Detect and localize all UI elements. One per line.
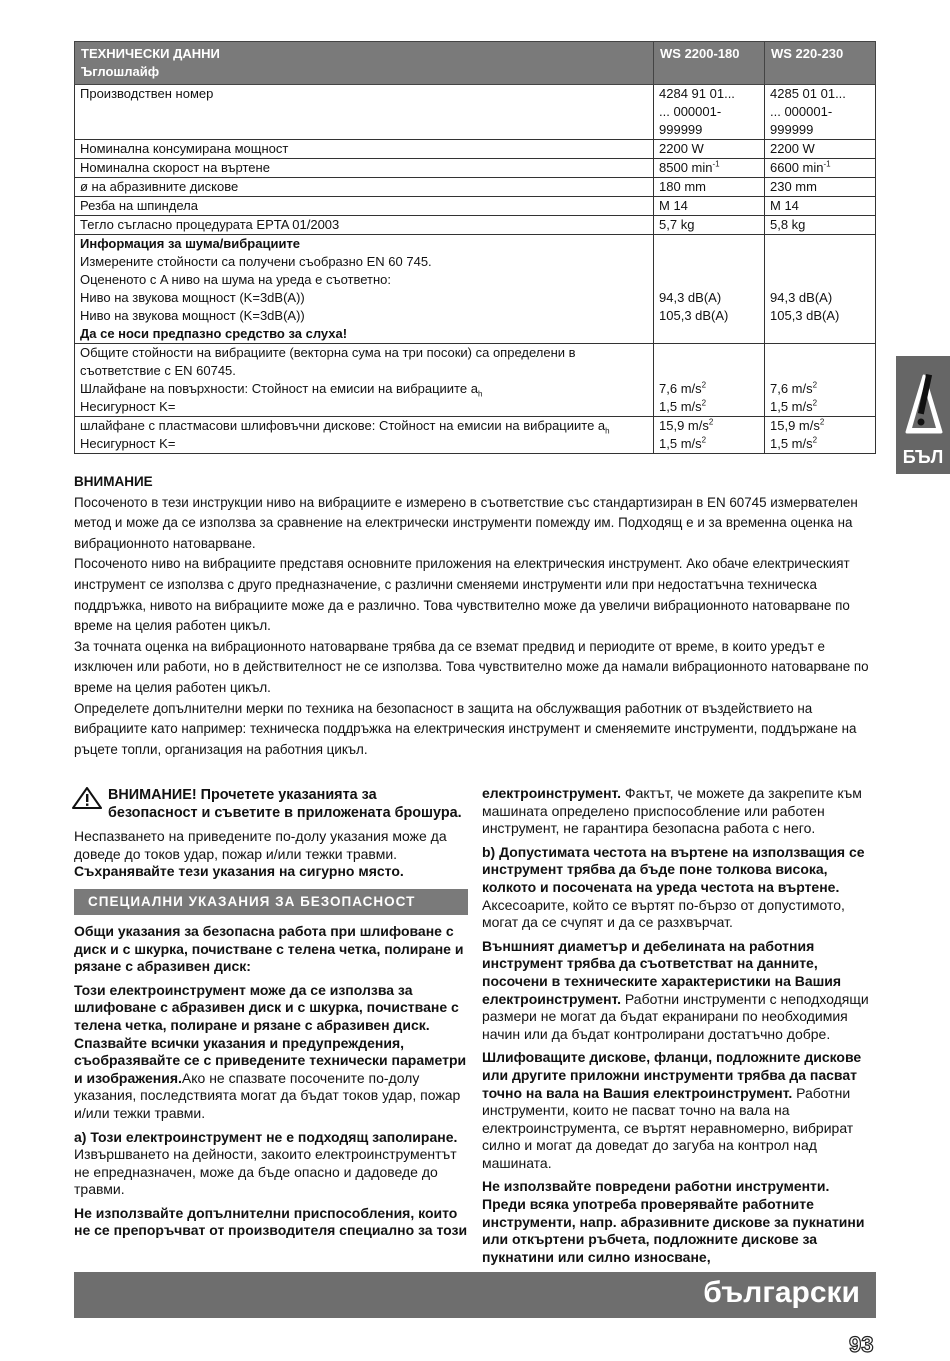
attention-paragraph: Посоченото в тези инструкции ниво на вибрациите е измерено в съответствие със стандартизиран в EN 60745 измервателен метод и може да се използва за сравнение на електрически инструменти помежду им. Подходящ е и за временна оценка на вибрационното натоварване. — [74, 494, 858, 551]
subscript: h — [605, 426, 610, 436]
left-column — [74, 787, 468, 1246]
instruction-item-b — [482, 844, 876, 932]
unit-exponent: 2 — [708, 417, 714, 427]
noise-line: Ниво на звукова мощност (K=3dB(A)) — [80, 290, 305, 305]
unit-exponent: -1 — [823, 159, 831, 169]
instruction-paragraph — [482, 785, 876, 838]
value-text: 7,6 m/s — [770, 381, 813, 396]
right-column — [482, 785, 876, 1272]
table-row-noise — [75, 235, 876, 344]
table-header-row — [75, 42, 876, 85]
vibration-line: съответствие с EN 60745. — [80, 363, 236, 378]
footer-language-label: български — [703, 1276, 860, 1309]
instruction-paragraph: Не използвайте повредени работни инструменти. Преди всяка употреба проверявайте работните инструменти, напр. абразивните дискове за пукнатини или откъртени ръбчета, подложните дискове за пукнатини или силно износване, — [482, 1178, 865, 1265]
attention-paragraph: Определете допълнителни мерки по техника на безопасност в защита на обслужващия работник от въздействието на вибрациите като например: техническа поддръжка на електрическия инструмент и сменяемите инструменти, поддържане на ръцете топли, организация на работния цикъл. — [74, 700, 857, 757]
row-label: Номинална консумирана мощност — [75, 140, 654, 159]
vibration-line: Несигурност K= — [80, 436, 176, 451]
row-label: Резба на шпиндела — [75, 197, 654, 216]
row-value: 180 mm — [654, 178, 765, 197]
noise-line: Ниво на звукова мощност (K=3dB(A)) — [80, 308, 305, 323]
instruction-paragraph — [482, 938, 876, 1044]
body-text: Работни инструменти с неподходящи размери не могат да бъдат екранирани по необходимия начин или да бъдат контролирани достатъчно добре. — [482, 990, 869, 1042]
value-line — [770, 417, 870, 435]
row-value — [654, 417, 765, 454]
table-title-cell — [75, 42, 654, 85]
value-text: 6600 min — [770, 160, 824, 175]
table-row-vibration-plastic — [75, 417, 876, 454]
row-value — [654, 85, 765, 140]
vibration-label-cell — [75, 344, 654, 417]
vibration-text: Шлайфане на повърхности: Стойност на емисии на вибрациите a — [80, 381, 478, 396]
language-tab-label: БЪЛ — [902, 447, 944, 467]
instruction-paragraph: Не използвайте допълнителни приспособления, които не се препоръчват от производителя специално за този — [74, 1204, 468, 1239]
vibration-line: Общите стойности на вибрациите (векторна сума на три посоки) са определени в — [80, 345, 576, 360]
value-text: 15,9 m/s — [659, 418, 709, 433]
body-text: Работни инструменти, които не пасват точно на вала на електроинструмента, се въртят неравномерно, вибрират силно и могат да доведат до загуба на контрол над машината. — [482, 1084, 854, 1171]
warning-triangle-icon — [905, 370, 943, 440]
table-title: ТЕХНИЧЕСКИ ДАННИ — [81, 46, 220, 61]
row-value: 2200 W — [765, 140, 876, 159]
value-line — [659, 380, 759, 398]
value-text: 1,5 m/s — [659, 436, 702, 451]
row-value — [765, 417, 876, 454]
language-side-tab — [896, 356, 950, 474]
bold-text: Външният диаметър и дебелината на работния инструмент трябва да съответстват на данните, посочени в техническите характеристики на Вашия електроинструмент. — [482, 937, 842, 1007]
subscript: h — [477, 389, 483, 399]
bold-text: Този електроинструмент може да се използва за шлифоване с абразивен диск и с шкурка, почистване с телена четка, полиране и рязане с абразивен диск. Спазвайте всички указания и предупреждения, съобразявайте се с приведените технически параметри и изображения. — [74, 981, 467, 1086]
unit-exponent: 2 — [812, 380, 818, 390]
general-instructions-heading: Общи указания за безопасна работа при шлифоване с диск и с шкурка, почистване с телена четка, полиране и рязане с абразивен диск: — [74, 922, 464, 975]
body-text: Извършването на дейности, закоито електроинструментът не епредназначен, може да бъде опасно и дадоведе до травми. — [74, 1146, 457, 1198]
row-value: M 14 — [765, 197, 876, 216]
row-value: M 14 — [654, 197, 765, 216]
noise-label-cell — [75, 235, 654, 344]
table-row — [75, 159, 876, 178]
value-text: 1,5 m/s — [770, 436, 813, 451]
row-value — [765, 235, 876, 344]
value-line: ... 000001-999999 — [770, 104, 833, 137]
attention-title: ВНИМАНИЕ — [74, 474, 153, 489]
warning-icon — [72, 787, 102, 809]
value-line — [770, 435, 870, 453]
row-value: 5,8 kg — [765, 216, 876, 235]
noise-line: Оцененото с A ниво на шума на уреда е съответно: — [80, 272, 392, 287]
unit-exponent: 2 — [701, 380, 707, 390]
row-value — [654, 159, 765, 178]
hearing-protection-note: Да се носи предпазно средство за слуха! — [80, 326, 348, 341]
row-label: Тегло съгласно процедурата EPTA 01/2003 — [75, 216, 654, 235]
table-row — [75, 85, 876, 140]
unit-exponent: 2 — [812, 398, 818, 408]
table-row — [75, 140, 876, 159]
row-value: 2200 W — [654, 140, 765, 159]
table-row — [75, 178, 876, 197]
bold-text: b) Допустимата честота на въртене на използващия се инструмент трябва да бъде поне толкова висока, колкото и посочената на уреда честота на въртене. — [482, 843, 865, 895]
noise-line: Измерените стойности са получени съобразно EN 60 745. — [80, 254, 432, 269]
unit-exponent: 2 — [819, 417, 825, 427]
attention-paragraph: Посоченото ниво на вибрациите представя основните приложения на електрическия инструмент. Ако обаче електрическият инструмент се използва с друго предназначение, с различни сменяеми инструменти или при недостатъчна техническа поддръжка, нивото на вибрациите може да е различно. Това чувствително може да увеличи вибрационното натоварване по време на целия работен цикъл. — [74, 556, 850, 634]
row-value — [765, 85, 876, 140]
value-text: 8500 min — [659, 160, 713, 175]
table-row — [75, 216, 876, 235]
row-value: 5,7 kg — [654, 216, 765, 235]
unit-exponent: -1 — [712, 159, 720, 169]
page-number: 93 — [849, 1332, 874, 1357]
value-line — [659, 435, 759, 453]
row-value — [765, 159, 876, 178]
unit-exponent: 2 — [701, 435, 707, 445]
value-text: 1,5 m/s — [770, 399, 813, 414]
row-label: ø на абразивните дискове — [75, 178, 654, 197]
value-line: 94,3 dB(A) — [659, 290, 722, 305]
vibration-line — [80, 417, 648, 435]
model-2-header: WS 220-230 — [765, 42, 876, 85]
body-text: Аксесоарите, който се въртят по-бързо от допустимото, могат да се счупят и да се разхвърчат. — [482, 896, 845, 931]
section-heading-bar: СПЕЦИАЛНИ УКАЗАНИЯ ЗА БЕЗОПАСНОСТ — [74, 889, 468, 915]
safety-warning-heading — [74, 787, 468, 822]
warning-heading-text: ВНИМАНИЕ! Прочетете указанията за безопасност и съветите в приложената брошура. — [108, 787, 462, 821]
body-text: Фактът, че можете да закрепите към машината определено приспособление или работен инструмент, не гарантира безопасна работа с него. — [482, 785, 862, 837]
table-row-vibration — [75, 344, 876, 417]
vibration-label-cell — [75, 417, 654, 454]
value-text: 15,9 m/s — [770, 418, 820, 433]
warning-text: Неспазването на приведените по-долу указания може да доведе до токов удар, пожар и/или тежки травми. — [74, 828, 447, 862]
value-line — [770, 398, 870, 416]
value-line — [659, 398, 759, 416]
noise-title: Информация за шума/вибрациите — [80, 236, 301, 251]
footer-language-bar — [74, 1272, 876, 1318]
instruction-paragraph — [482, 1049, 876, 1172]
value-text: 1,5 m/s — [659, 399, 702, 414]
model-1-header: WS 2200-180 — [654, 42, 765, 85]
row-label: Номинална скорост на въртене — [75, 159, 654, 178]
value-line: 94,3 dB(A) — [770, 290, 833, 305]
value-line: ... 000001-999999 — [659, 104, 722, 137]
unit-exponent: 2 — [701, 398, 707, 408]
keep-instructions-note: Съхранявайте тези указания на сигурно място. — [74, 863, 404, 880]
unit-exponent: 2 — [812, 435, 818, 445]
row-value: 230 mm — [765, 178, 876, 197]
table-row — [75, 197, 876, 216]
bold-text: Шлифоващите дискове, фланци, подложните дискове или другите приложни инструменти трябва да пасват точно на вала на Вашия електроинструмент. — [482, 1049, 862, 1101]
value-line: 4285 01 01... — [770, 86, 846, 101]
row-value — [654, 235, 765, 344]
vibration-text: шлайфане с пластмасови шлифовъчни дискове: Стойност на емисии на вибрациите a — [80, 418, 606, 433]
body-text: Ако не спазвате посочените по-долу указания, последствията могат да бъдат токов удар, пожар и/или тежки травми. — [74, 1069, 461, 1121]
bold-text: електроинструмент. — [482, 785, 622, 801]
value-line: 4284 91 01... — [659, 86, 735, 101]
instruction-item-a — [74, 1129, 468, 1199]
row-value — [765, 344, 876, 417]
row-value — [654, 344, 765, 417]
value-text: 7,6 m/s — [659, 381, 702, 396]
table-subtitle: Ъглошлайф — [81, 64, 160, 79]
instruction-paragraph — [74, 982, 468, 1123]
vibration-line: Несигурност K= — [80, 399, 176, 414]
bold-text: a) Този електроинструмент не е подходящ заполиране. — [74, 1128, 458, 1145]
value-line — [770, 380, 870, 398]
vibration-line — [80, 380, 648, 398]
attention-section — [74, 472, 876, 760]
row-label: Производствен номер — [75, 85, 654, 140]
attention-paragraph: За точната оценка на вибрационното натоварване трябва да се вземат предвид и периодите от време, в които уредът е изключен или работи, но в действителност не се използва. Това чувствително може да намали вибрационното натоварване по време на целия работен цикъл. — [74, 638, 869, 695]
value-line — [659, 417, 759, 435]
value-line: 105,3 dB(A) — [659, 308, 729, 323]
technical-data-table — [74, 41, 876, 454]
value-line: 105,3 dB(A) — [770, 308, 840, 323]
